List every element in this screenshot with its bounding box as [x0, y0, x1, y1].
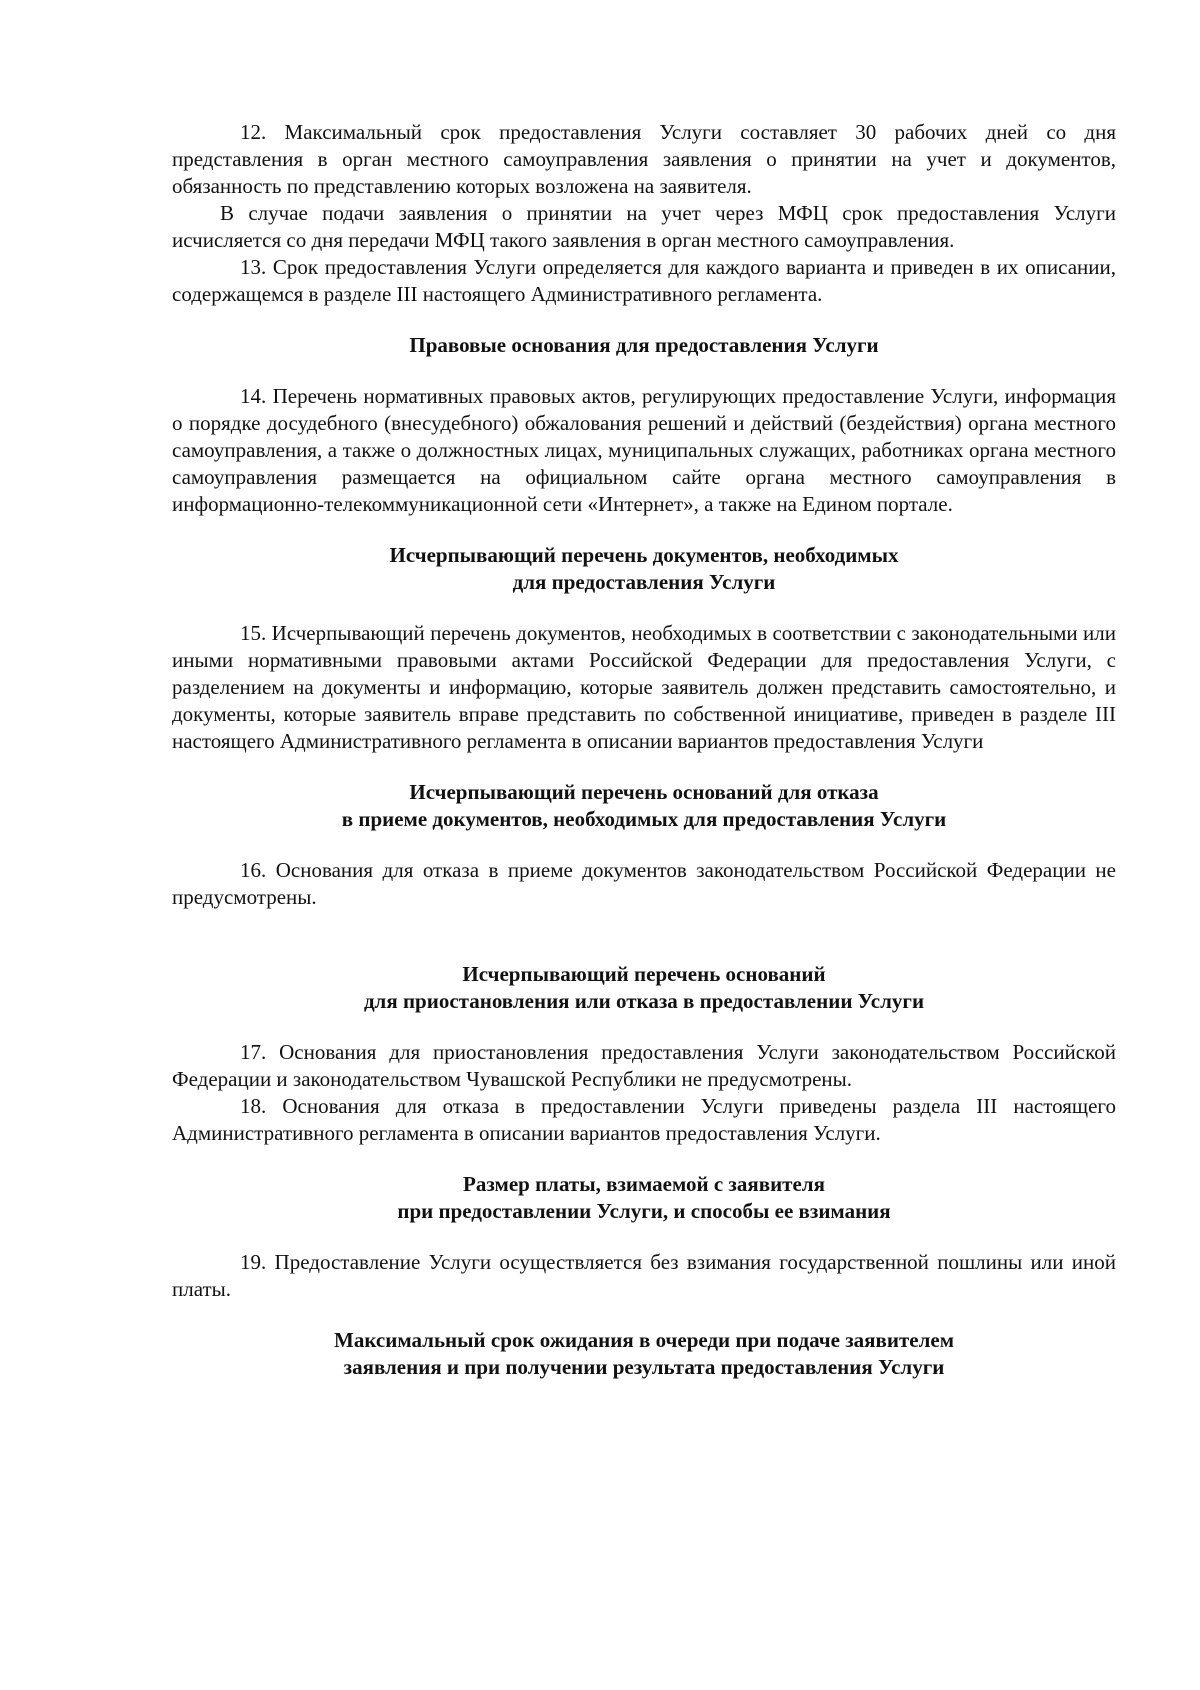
paragraph-18: 18. Основания для отказа в предоставлении Услуги приведены раздела III настоящего Административного регламента в описании вариантов предоставления Услуги.	[172, 1094, 1116, 1145]
heading-line: Максимальный срок ожидания в очереди при подаче заявителем	[334, 1328, 954, 1352]
heading-line: в приеме документов, необходимых для предоставления Услуги	[341, 807, 947, 831]
heading-refusal-reception	[172, 779, 1116, 833]
heading-line: заявления и при получении результата предоставления Услуги	[343, 1355, 945, 1379]
heading-line: Правовые основания для предоставления Услуги	[409, 333, 879, 357]
heading-line: Исчерпывающий перечень оснований для отказа	[409, 780, 879, 804]
paragraph-14: 14. Перечень нормативных правовых актов, регулирующих предоставление Услуги, информация о порядке досудебного (внесудебного) обжалования решений и действий (бездействия) органа местного самоуправления, а также о должностных лицах, муниципальных служащих, работниках органа местного самоуправления размещается на официальном сайте органа местного самоуправления в информационно-телекоммуникационной сети «Интернет», а также на Едином портале.	[172, 384, 1116, 516]
heading-line: при предоставлении Услуги, и способы ее взимания	[397, 1199, 891, 1223]
paragraph-13: 13. Срок предоставления Услуги определяется для каждого варианта и приведен в их описании, содержащемся в разделе III настоящего Административного регламента.	[172, 255, 1116, 306]
heading-suspension-refusal	[172, 961, 1116, 1015]
heading-line: для приостановления или отказа в предоставлении Услуги	[363, 989, 925, 1013]
heading-fee	[172, 1171, 1116, 1225]
paragraph-15: 15. Исчерпывающий перечень документов, необходимых в соответствии с законодательными или иными нормативными правовыми актами Российской Федерации для предоставления Услуги, с разделением на документы и информацию, которые заявитель должен представить самостоятельно, и документы, которые заявитель вправе представить по собственной инициативе, приведен в разделе III настоящего Административного регламента в описании вариантов предоставления Услуги	[172, 621, 1116, 753]
paragraph-17: 17. Основания для приостановления предоставления Услуги законодательством Российской Федерации и законодательством Чувашской Республики не предусмотрены.	[172, 1040, 1116, 1091]
paragraph-19: 19. Предоставление Услуги осуществляется без взимания государственной пошлины или иной платы.	[172, 1250, 1116, 1301]
heading-line: Исчерпывающий перечень документов, необходимых	[389, 543, 899, 567]
heading-line: Исчерпывающий перечень оснований	[462, 962, 826, 986]
paragraph-12-continuation: В случае подачи заявления о принятии на учет через МФЦ срок предоставления Услуги исчисляется со дня передачи МФЦ такого заявления в орган местного самоуправления.	[172, 201, 1116, 252]
heading-queue-time	[172, 1327, 1116, 1381]
heading-documents-list	[172, 542, 1116, 596]
heading-legal-basis	[172, 332, 1116, 359]
document-body	[172, 119, 1116, 1381]
paragraph-12: 12. Максимальный срок предоставления Услуги составляет 30 рабочих дней со дня представления в орган местного самоуправления заявления о принятии на учет и документов, обязанность по представлению которых возложена на заявителя.	[172, 120, 1116, 198]
heading-line: для предоставления Услуги	[512, 570, 776, 594]
heading-line: Размер платы, взимаемой с заявителя	[463, 1172, 825, 1196]
paragraph-16: 16. Основания для отказа в приеме документов законодательством Российской Федерации не предусмотрены.	[172, 858, 1116, 909]
